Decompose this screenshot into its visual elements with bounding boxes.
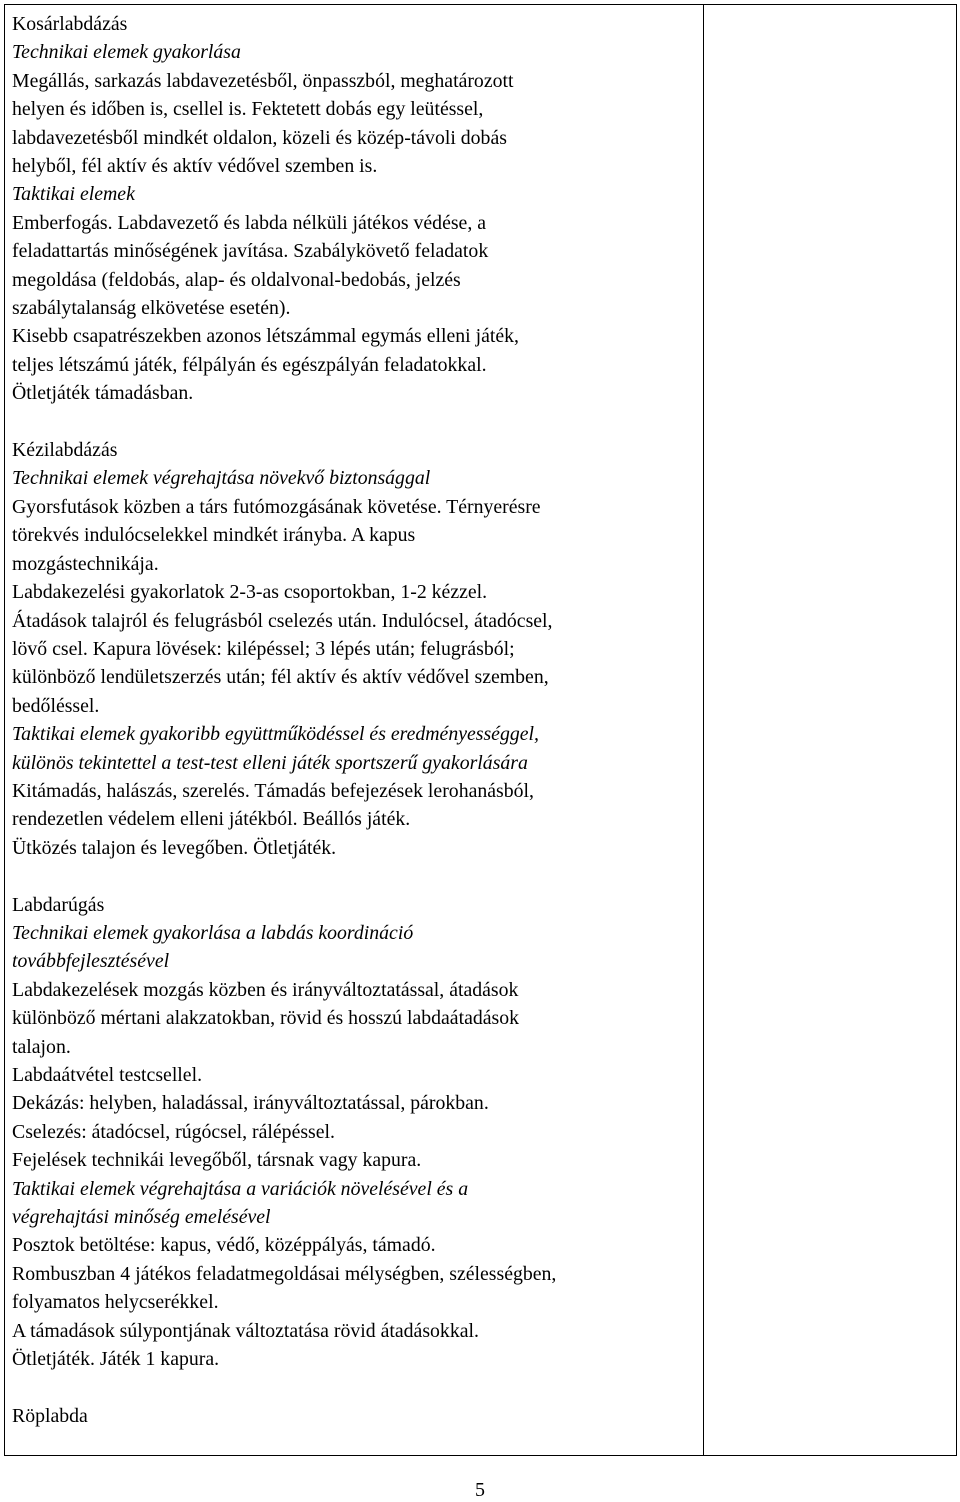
content-column	[5, 5, 703, 1430]
text-line: Fejelések technikái levegőből, társnak vagy kapura.	[12, 1149, 422, 1172]
text-line: Labdakezelések mozgás közben és irányváltoztatással, átadások	[12, 978, 519, 1001]
section-block	[12, 1402, 703, 1430]
subheading-line: Technikai elemek végrehajtása növekvő biztonsággal	[12, 467, 431, 490]
subheading-line: Taktikai elemek végrehajtása a variációk növelésével és a	[12, 1177, 469, 1200]
text-line: talajon.	[12, 1035, 71, 1058]
text-line: Kisebb csapatrészekben azonos létszámmal egymás elleni játék,	[12, 325, 519, 348]
text-line: Átadások talajról és felugrásból cselezés után. Indulócsel, átadócsel,	[12, 609, 553, 632]
text-line: Cselezés: átadócsel, rúgócsel, rálépéssel.	[12, 1120, 335, 1143]
text-line: Ütközés talajon és levegőben. Ötletjáték.	[12, 836, 337, 859]
subheading-line: Technikai elemek gyakorlása	[12, 41, 241, 64]
empty-side-cell	[704, 5, 957, 1456]
subheading-line: Taktikai elemek	[12, 183, 135, 206]
curriculum-table	[4, 4, 957, 1456]
text-line: Posztok betöltése: kapus, védő, középpályás, támadó.	[12, 1234, 436, 1257]
section-title: Röplabda	[12, 1404, 88, 1427]
text-line: helyből, fél aktív és aktív védővel szemben is.	[12, 155, 378, 178]
text-line: teljes létszámú játék, félpályán és egészpályán feladatokkal.	[12, 353, 487, 376]
text-line: Megállás, sarkazás labdavezetésből, önpasszból, meghatározott	[12, 69, 514, 92]
text-line: különböző lendületszerzés után; fél aktív és aktív védővel szemben,	[12, 666, 549, 689]
section-gap	[12, 1373, 703, 1401]
text-line: bedőléssel.	[12, 694, 100, 717]
text-line: rendezetlen védelem elleni játékból. Beállós játék.	[12, 808, 411, 831]
section-block	[12, 891, 703, 1374]
text-line: Ötletjáték. Játék 1 kapura.	[12, 1348, 220, 1371]
section-title: Kosárlabdázás	[12, 13, 128, 35]
text-line: A támadások súlypontjának változtatása rövid átadásokkal.	[12, 1319, 479, 1342]
section-title: Kézilabdázás	[12, 439, 118, 462]
subheading-line: Technikai elemek gyakorlása a labdás koordináció	[12, 921, 414, 944]
text-line: labdavezetésből mindkét oldalon, közeli és közép-távoli dobás	[12, 126, 507, 149]
text-line: törekvés indulócselekkel mindkét irányba. A kapus	[12, 524, 416, 547]
text-line: helyen és időben is, csellel is. Fektetett dobás egy leütéssel,	[12, 98, 484, 121]
subheading-line: továbbfejlesztésével	[12, 950, 170, 973]
text-line: Labdaátvétel testcsellel.	[12, 1064, 203, 1086]
subheading-line: végrehajtási minőség emelésével	[12, 1206, 271, 1229]
section-gap	[12, 408, 703, 436]
subheading-line: különös tekintettel a test-test elleni játék sportszerű gyakorlására	[12, 751, 528, 774]
text-line: folyamatos helycserékkel.	[12, 1291, 219, 1314]
text-line: különböző mértani alakzatokban, rövid és hosszú labdaátadások	[12, 1007, 520, 1030]
section-block	[12, 10, 703, 408]
text-line: Dekázás: helyben, haladással, irányváltoztatással, párokban.	[12, 1092, 489, 1115]
text-line: Kitámadás, halászás, szerelés. Támadás befejezések lerohanásból,	[12, 779, 534, 802]
text-line: mozgástechnikája.	[12, 552, 159, 575]
section-title: Labdarúgás	[12, 893, 105, 916]
text-line: Gyorsfutások közben a társ futómozgásának követése. Térnyerésre	[12, 495, 541, 518]
subheading-line: Taktikai elemek gyakoribb együttműködéssel és eredményességgel,	[12, 723, 539, 746]
page-number: 5	[475, 1479, 485, 1501]
text-line: Emberfogás. Labdavezető és labda nélküli játékos védése, a	[12, 211, 487, 234]
text-line: megoldása (feldobás, alap- és oldalvonal-bedobás, jelzés	[12, 268, 461, 291]
text-line: Ötletjáték támadásban.	[12, 382, 194, 405]
text-line: lövő csel. Kapura lövések: kilépéssel; 3 lépés után; felugrásból;	[12, 637, 515, 660]
text-line: Rombuszban 4 játékos feladatmegoldásai mélységben, szélességben,	[12, 1262, 557, 1285]
text-line: feladattartás minőségének javítása. Szabálykövető feladatok	[12, 240, 489, 263]
section-gap	[12, 862, 703, 890]
text-line: Labdakezelési gyakorlatok 2-3-as csoportokban, 1-2 kézzel.	[12, 581, 488, 604]
text-line: szabálytalanság elkövetése esetén).	[12, 297, 291, 320]
content-cell	[5, 5, 704, 1456]
section-block	[12, 436, 703, 862]
